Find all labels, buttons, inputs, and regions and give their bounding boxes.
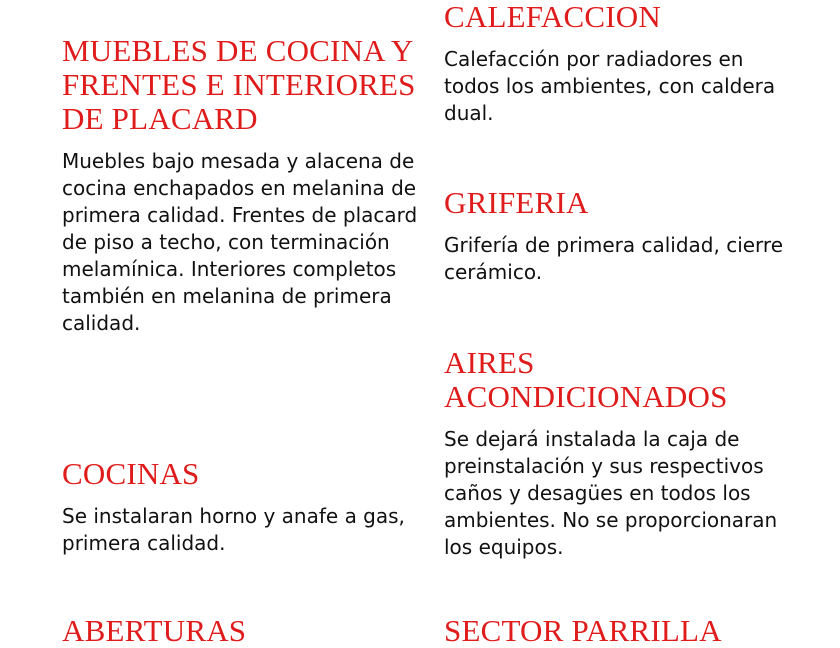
section-heading-aberturas: ABERTURAS [62,613,247,648]
section-cocinas [62,457,422,557]
section-heading-muebles: MUEBLES DE COCINA Y FRENTES E INTERIORES DE PLACARD [62,33,416,136]
section-aires-acondicionados [444,346,804,561]
section-heading-cocinas: COCINAS [62,456,200,491]
section-heading-calefaccion: CALEFACCION [444,0,661,34]
section-body-muebles: Muebles bajo mesada y alacena de cocina enchapados en melanina de primera calidad. Frentes de placard de piso a techo, con terminación melamínica. Interiores completos también en melanina de primera calidad. [62,149,418,335]
section-heading-griferia: GRIFERIA [444,185,589,220]
section-heading-aires: AIRES ACONDICIONADOS [444,345,728,414]
section-calefaccion [444,0,804,127]
section-body-aires: Se dejará instalada la caja de preinstalación y sus respectivos caños y desagües en todos los ambientes. No se proporcionaran los equipos. [444,427,778,559]
section-muebles [62,34,422,337]
section-griferia [444,186,804,286]
section-body-cocinas: Se instalaran horno y anafe a gas, primera calidad. [62,504,405,555]
section-body-griferia: Grifería de primera calidad, cierre cerámico. [444,233,784,284]
section-aberturas [62,614,422,648]
section-body-calefaccion: Calefacción por radiadores en todos los ambientes, con caldera dual. [444,47,776,125]
section-heading-parrilla: SECTOR PARRILLA [444,613,722,648]
section-sector-parrilla [444,614,804,648]
